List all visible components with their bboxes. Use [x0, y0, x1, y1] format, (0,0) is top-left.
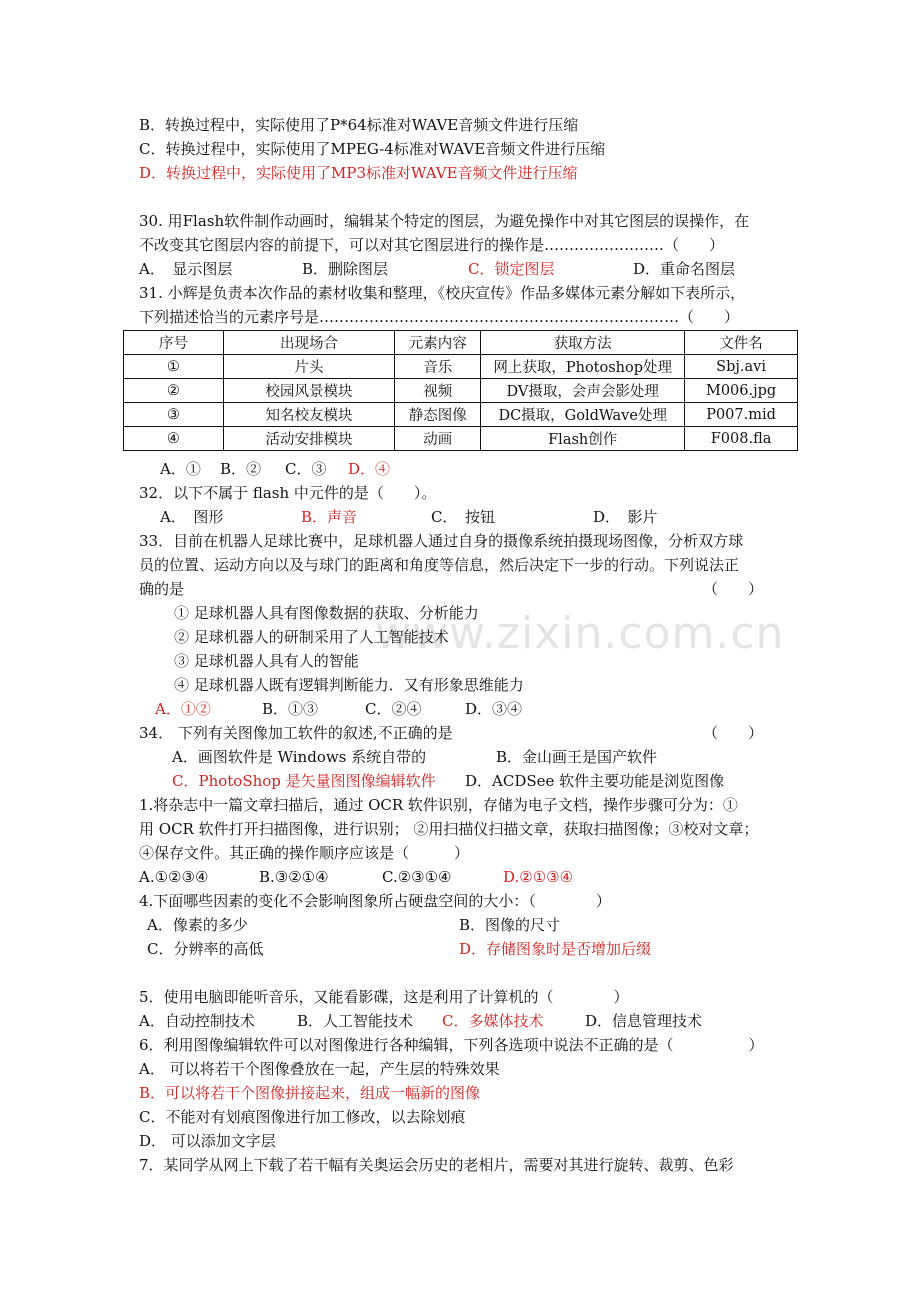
q4-option-d: D．存储图象时是否增加后缀 — [459, 940, 652, 958]
element-table — [123, 330, 798, 451]
q33-stem-line3: 确的是 — [139, 580, 185, 598]
table-row — [124, 379, 798, 403]
q33-stem-line2: 员的位置、运动方向以及与球门的距离和角度等信息，然后决定下一步的行动。下列说法正 — [139, 556, 740, 574]
table-cell: ③ — [124, 403, 224, 427]
table-cell: P007.mid — [685, 403, 798, 427]
q5-options — [139, 1011, 739, 1031]
q6-option-d: D． 可以添加文字层 — [139, 1132, 276, 1150]
q5-option-c: C．多媒体技术 — [442, 1012, 544, 1030]
q32-options — [160, 507, 720, 527]
q1-stem-line2: 用 OCR 软件打开扫描图像，进行识别； ②用扫描仪扫描文章，获取扫描图像；③校对文章； — [139, 820, 759, 838]
q30-option-d: D．重命名图层 — [633, 260, 736, 278]
q4-option-b: B．图像的尺寸 — [459, 916, 561, 934]
q32-option-a: A． 图形 — [160, 508, 224, 526]
q33-options — [155, 699, 575, 719]
q33-stem-line1: 33．目前在机器人足球比赛中，足球机器人通过自身的摄像系统拍摄现场图像，分析双方球 — [139, 532, 744, 550]
table-header: 文件名 — [685, 331, 798, 355]
q5-option-b: B．人工智能技术 — [297, 1012, 414, 1030]
q1-option-a: A.①②③④ — [139, 868, 209, 886]
q32-stem: 32．以下不属于 flash 中元件的是（ ）。 — [139, 484, 437, 502]
q34-option-a: A．画图软件是 Windows 系统自带的 — [172, 748, 427, 766]
q7-stem: 7．某同学从网上下载了若干幅有关奥运会历史的老相片，需要对其进行旋转、裁剪、色彩 — [139, 1156, 734, 1174]
q29-option-b: B．转换过程中，实际使用了P*64标准对WAVE音频文件进行压缩 — [139, 116, 579, 134]
q32-option-c: C． 按钮 — [431, 508, 495, 526]
q1-stem-line3: ④保存文件。其正确的操作顺序应该是（ ） — [139, 844, 470, 862]
table-cell: ② — [124, 379, 224, 403]
q30-stem-line2: 不改变其它图层内容的前提下，可以对其它图层进行的操作是……………………（ ） — [139, 236, 725, 254]
q34-option-b: B．金山画王是国产软件 — [496, 748, 658, 766]
table-header: 获取方法 — [481, 331, 685, 355]
q31-option-a: A．① — [160, 460, 201, 478]
table-header-row — [124, 331, 798, 355]
table-cell: 动画 — [395, 427, 481, 451]
table-cell: 静态图像 — [395, 403, 481, 427]
table-cell: Sbj.avi — [685, 355, 798, 379]
table-header: 序号 — [124, 331, 224, 355]
q33-statement-4: ④ 足球机器人既有逻辑判断能力．又有形象思维能力 — [174, 676, 524, 694]
q31-option-c: C．③ — [285, 460, 327, 478]
q29-option-d — [139, 163, 578, 183]
q31-stem-line2: 下列描述恰当的元素序号是………………………………………………………………（ ） — [139, 308, 740, 326]
q33-option-c: C．②④ — [365, 700, 422, 718]
table-cell: 片头 — [223, 355, 395, 379]
q6-stem: 6．利用图像编辑软件可以对图像进行各种编辑，下列各选项中说法不正确的是（ ） — [139, 1036, 764, 1054]
q33-option-b: B．①③ — [262, 700, 319, 718]
q33-option-d: D．③④ — [465, 700, 523, 718]
q33-statement-1: ① 足球机器人具有图像数据的获取、分析能力 — [174, 604, 479, 622]
q32-option-b: B．声音 — [301, 508, 358, 526]
table-row — [124, 427, 798, 451]
watermark: www.zixin.com.cn — [375, 608, 785, 659]
q6-option-a: A． 可以将若干个图像叠放在一起，产生层的特殊效果 — [139, 1060, 500, 1078]
q32-option-d: D． 影片 — [593, 508, 658, 526]
table-cell: ④ — [124, 427, 224, 451]
q1-option-b: B.③②①④ — [259, 868, 329, 886]
q34-stem: 34． 下列有关图像加工软件的叙述,不正确的是 — [139, 724, 453, 742]
q6-option-c: C．不能对有划痕图像进行加工修改，以去除划痕 — [139, 1108, 466, 1126]
table-cell: 校园风景模块 — [223, 379, 395, 403]
q5-option-a: A．自动控制技术 — [139, 1012, 255, 1030]
q31-option-b: B．② — [220, 460, 262, 478]
table-cell: DV摄取，会声会影处理 — [481, 379, 685, 403]
q29-option-d-text: D．转换过程中，实际使用了MP3标准对WAVE音频文件进行压缩 — [139, 164, 578, 182]
table-row — [124, 403, 798, 427]
q31-options — [160, 459, 460, 479]
table-cell: 音乐 — [395, 355, 481, 379]
q6-option-b: B．可以将若干个图像拼接起来，组成一幅新的图像 — [139, 1084, 481, 1102]
table-cell: 视频 — [395, 379, 481, 403]
q30-option-a: A． 显示图层 — [139, 260, 233, 278]
q5-option-d: D．信息管理技术 — [585, 1012, 703, 1030]
table-cell: 知名校友模块 — [223, 403, 395, 427]
table-cell: F008.fla — [685, 427, 798, 451]
q4-stem: 4.下面哪些因素的变化不会影响图象所占硬盘空间的大小：（ ） — [139, 892, 611, 910]
table-header: 出现场合 — [223, 331, 395, 355]
q33-statement-3: ③ 足球机器人具有人的智能 — [174, 652, 359, 670]
q34-option-c: C．PhotoShop 是矢量图图像编辑软件 — [172, 772, 436, 790]
q31-option-d: D．④ — [348, 460, 391, 478]
q4-option-a: A．像素的多少 — [147, 916, 248, 934]
q1-stem-line1: 1.将杂志中一篇文章扫描后，通过 OCR 软件识别，存储为电子文档，操作步骤可分为：① — [139, 796, 738, 814]
q31-stem-line1: 31. 小辉是负责本次作品的素材收集和整理，《校庆宣传》作品多媒体元素分解如下表所示， — [139, 284, 746, 302]
q33-answer-paren: （ ） — [703, 580, 764, 598]
q29-option-c: C．转换过程中，实际使用了MPEG-4标准对WAVE音频文件进行压缩 — [139, 140, 606, 158]
table-cell: 网上获取，Photoshop处理 — [481, 355, 685, 379]
q33-statement-2: ② 足球机器人的研制采用了人工智能技术 — [174, 628, 449, 646]
table-header: 元素内容 — [395, 331, 481, 355]
q1-option-d: D.②①③④ — [503, 868, 574, 886]
q4-option-c: C．分辨率的高低 — [147, 940, 264, 958]
q34-answer-paren: （ ） — [703, 724, 764, 742]
q33-option-a: A．①② — [155, 700, 211, 718]
table-cell: DC摄取，GoldWave处理 — [481, 403, 685, 427]
table-row — [124, 355, 798, 379]
q30-option-b: B．删除图层 — [302, 260, 389, 278]
table-cell: M006.jpg — [685, 379, 798, 403]
table-cell: ① — [124, 355, 224, 379]
q30-option-c: C．锁定图层 — [468, 260, 555, 278]
q1-options — [139, 867, 609, 887]
table-cell: 活动安排模块 — [223, 427, 395, 451]
q34-option-d: D．ACDSee 软件主要功能是浏览图像 — [465, 772, 725, 790]
q30-options — [139, 259, 819, 279]
q1-option-c: C.②③①④ — [382, 868, 452, 886]
q30-stem-line1: 30. 用Flash软件制作动画时，编辑某个特定的图层，为避免操作中对其它图层的误操作，在 — [139, 212, 750, 230]
q5-stem: 5．使用电脑即能听音乐，又能看影碟，这是利用了计算机的（ ） — [139, 988, 629, 1006]
table-cell: Flash创作 — [481, 427, 685, 451]
